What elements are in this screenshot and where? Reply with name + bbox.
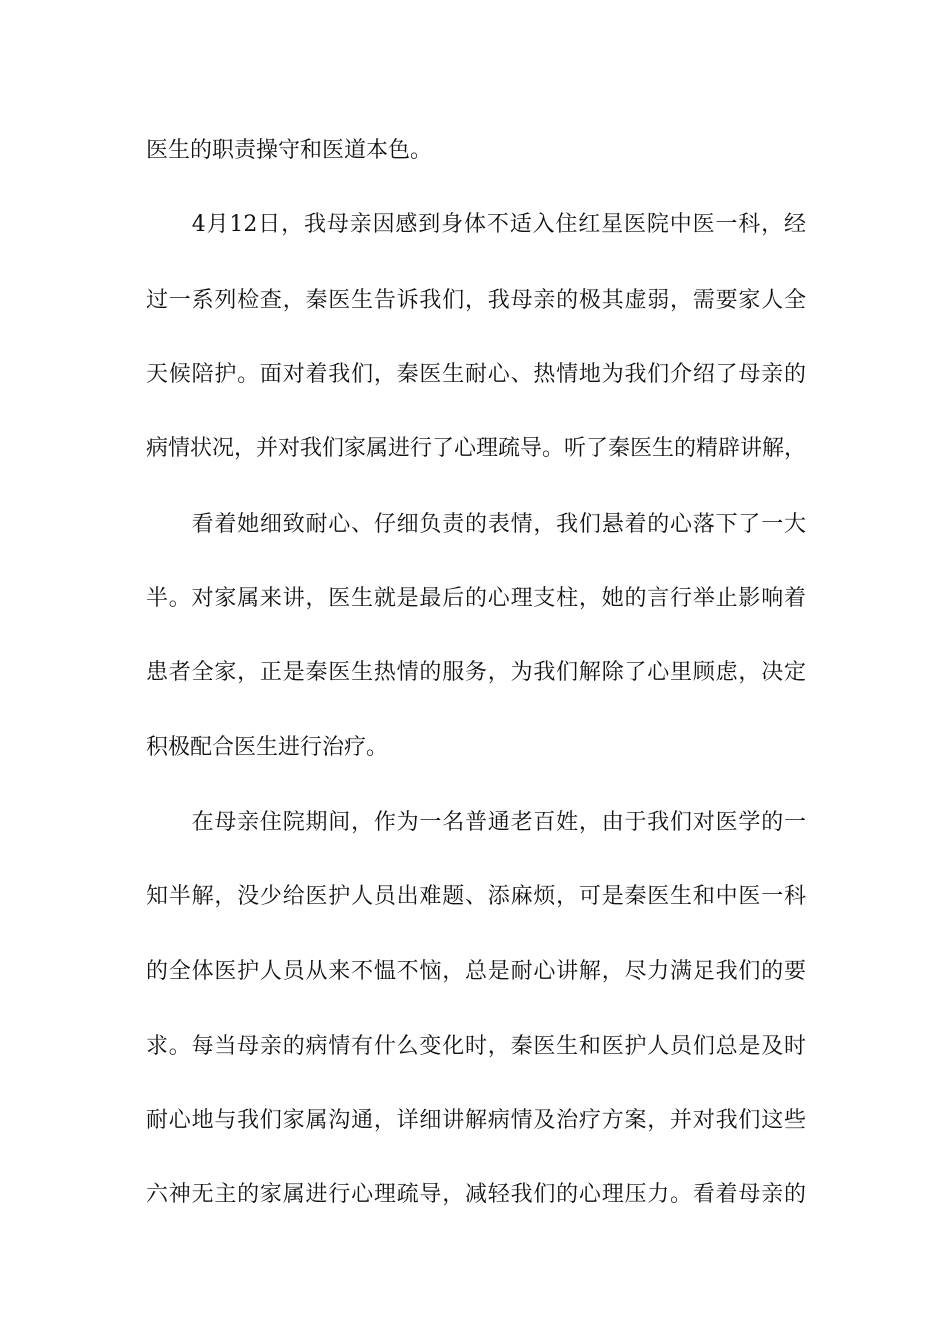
text-line: 耐心地与我们家属沟通，详细讲解病情及治疗方案，并对我们这些 [146, 1108, 806, 1133]
text-line: 六神无主的家属进行心理疏导，减轻我们的心理压力。看着母亲的 [146, 1182, 806, 1207]
text-line: 病情状况，并对我们家属进行了心理疏导。听了秦医生的精辟讲解， [146, 436, 807, 461]
text-line: 的全体医护人员从来不愠不恼，总是耐心讲解，尽力满足我们的要 [146, 959, 806, 984]
text-line: 过一系列检查，秦医生告诉我们，我母亲的极其虚弱，需要家人全 [146, 288, 806, 313]
text-line: 看着她细致耐心、仔细负责的表情，我们悬着的心落下了一大 [146, 512, 806, 537]
text-line: 积极配合医生进行治疗。 [146, 735, 389, 760]
text-line: 患者全家，正是秦医生热情的服务，为我们解除了心里顾虑，决定 [146, 660, 806, 685]
text-line: 医生的职责操守和医道本色。 [146, 138, 433, 163]
text-line: 天候陪护。面对着我们，秦医生耐心、热情地为我们介绍了母亲的 [146, 362, 806, 387]
text-line: 在母亲住院期间，作为一名普通老百姓，由于我们对医学的一 [146, 810, 806, 835]
text-line: 知半解，没少给医护人员出难题、添麻烦，可是秦医生和中医一科 [146, 884, 806, 909]
text-line: 4月12日，我母亲因感到身体不适入住红星医院中医一科，经 [146, 212, 806, 237]
text-line: 求。每当母亲的病情有什么变化时，秦医生和医护人员们总是及时 [146, 1034, 806, 1059]
text-line: 半。对家属来讲，医生就是最后的心理支柱，她的言行举止影响着 [146, 586, 806, 611]
